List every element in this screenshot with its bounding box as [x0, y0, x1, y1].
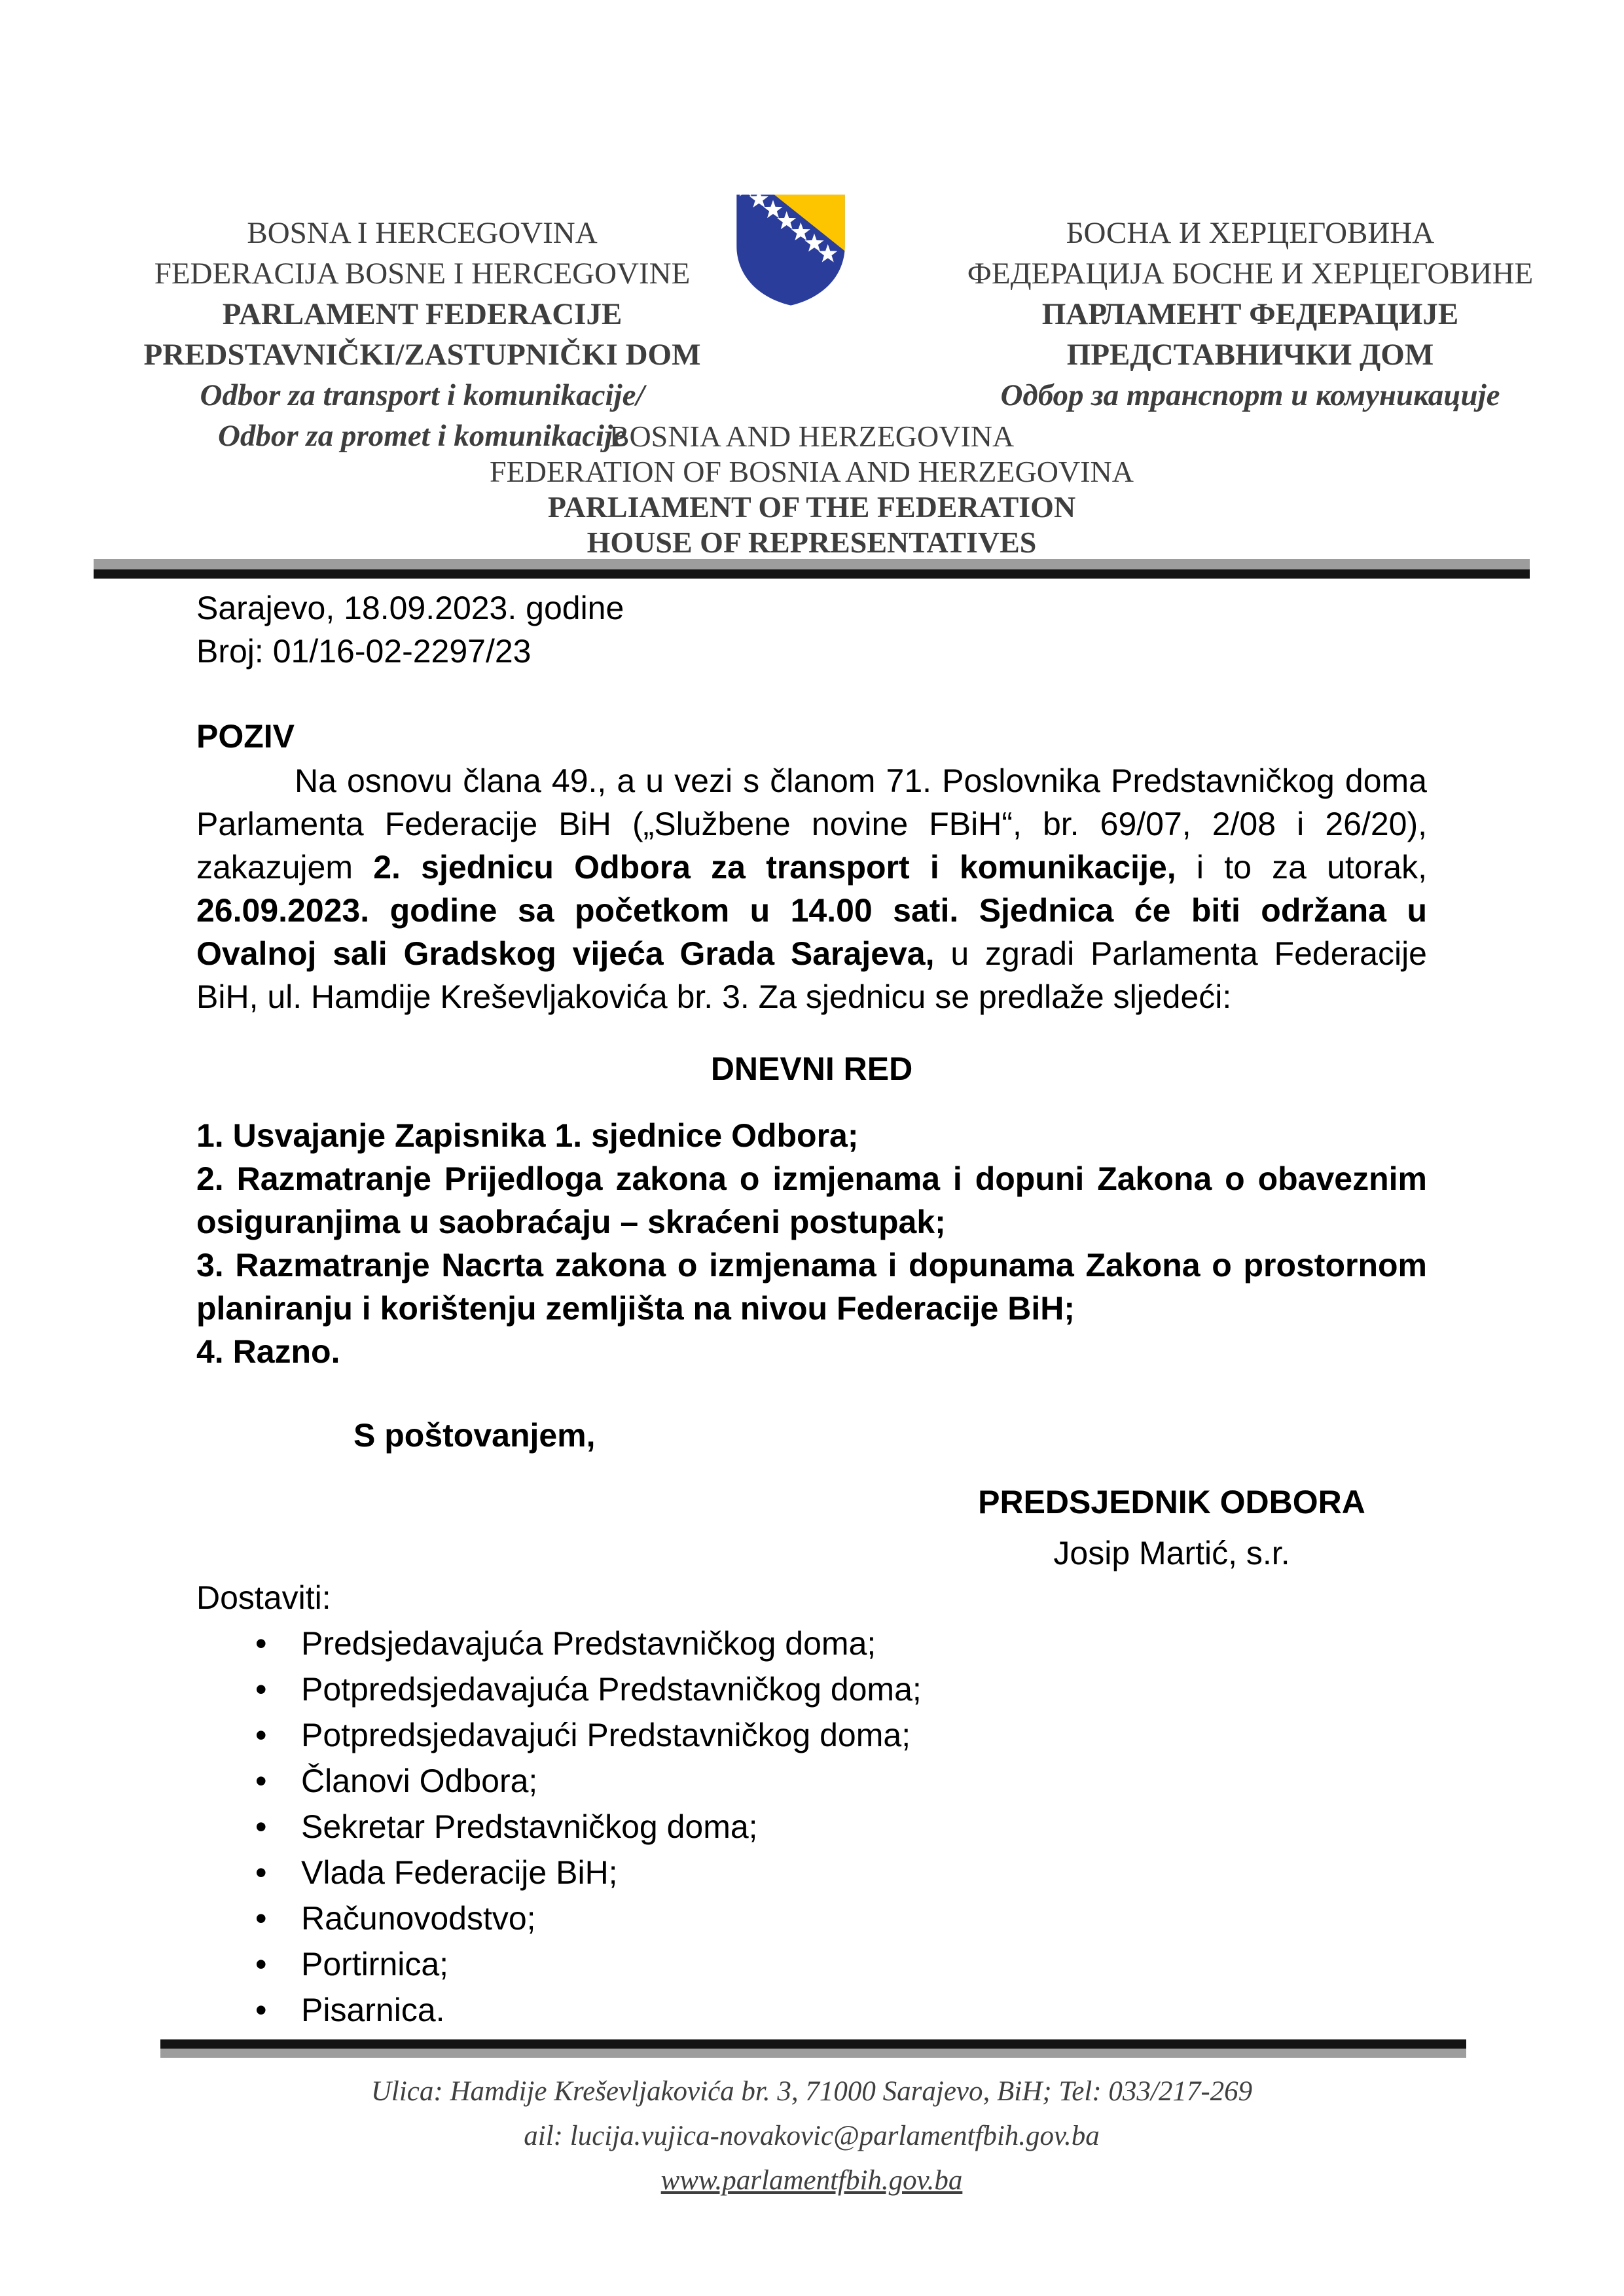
distribution-item-text: Predsjedavajuća Predstavničkog doma; [301, 1625, 876, 1662]
list-item [196, 1759, 1427, 1805]
list-item [196, 1713, 1427, 1759]
header-house-line-en: HOUSE OF REPRESENTATIVES [586, 526, 1037, 559]
signer-title: PREDSJEDNIK ODBORA [978, 1484, 1365, 1520]
agenda-title: DNEVNI RED [710, 1050, 913, 1087]
bullet-icon: • [255, 1808, 267, 1845]
agenda-item-2: 2. Razmatranje Prijedloga zakona o izmjenama i dopuni Zakona o obaveznim osiguranjima u saobraćaju – skraćeni postupak; [196, 1160, 1427, 1240]
header-right-block [916, 213, 1584, 416]
list-item [196, 1622, 1427, 1668]
intro-segment-5: u zgradi Parlamenta Federacije BiH, ul. Hamdije Kreševljakovića br. 3. Za sjednicu se predlaže sljedeći: [196, 935, 1427, 1015]
footer-divider-black-band [160, 2039, 1466, 2049]
list-item [196, 1805, 1427, 1851]
footer-block [190, 2070, 1434, 2203]
intro-segment-3: i to za utorak, [1176, 849, 1427, 886]
header-committee-line-cyr: Одбор за транспорт и комуникације [1000, 378, 1500, 412]
header-parliament-line: PARLAMENT FEDERACIJE [222, 297, 623, 331]
coat-of-arms-icon [732, 188, 850, 312]
list-item [196, 1668, 1427, 1713]
distribution-item-text: Portirnica; [301, 1946, 449, 1982]
bullet-icon: • [255, 1992, 267, 2028]
distribution-item-text: Potpredsjedavajuća Predstavničkog doma; [301, 1671, 922, 1708]
agenda-item-4: 4. Razno. [196, 1333, 340, 1370]
footer-website-line: www.parlamentfbih.gov.ba [660, 2165, 963, 2196]
bullet-icon: • [255, 1946, 267, 1982]
header-divider-gray-band [94, 559, 1530, 569]
document-title: POZIV [196, 718, 295, 755]
list-item [196, 1897, 1427, 1943]
bullet-icon: • [255, 1900, 267, 1937]
bullet-icon: • [255, 1763, 267, 1799]
footer-email-line: ail: lucija.vujica-novakovic@parlamentfbih.gov.ba [524, 2121, 1100, 2151]
footer-divider [160, 2039, 1466, 2058]
header-house-line-cyr: ПРЕДСТАВНИЧКИ ДОМ [1066, 338, 1434, 372]
distribution-list [196, 1622, 1427, 2034]
header-house-line: PREDSTAVNIČKI/ZASTUPNIČKI DOM [143, 338, 701, 372]
footer-divider-gray-band [160, 2049, 1466, 2058]
distribution-item-text: Računovodstvo; [301, 1900, 536, 1937]
header-federation-line: FEDERACIJA BOSNE I HERCEGOVINE [154, 257, 691, 291]
header-federation-line-en: FEDERATION OF BOSNIA AND HERZEGOVINA [490, 455, 1134, 488]
bullet-icon: • [255, 1625, 267, 1662]
bullet-icon: • [255, 1717, 267, 1753]
header-parliament-line-cyr: ПАРЛАМЕНТ ФЕДЕРАЦИЈЕ [1041, 297, 1459, 331]
intro-segment-datetime-bold: 26.09.2023. godine sa početkom u 14.00 sati. Sjednica će biti održana u Ovalnoj sali Gradskog vijeća Grada Sarajeva, [196, 892, 1427, 972]
list-item [196, 1851, 1427, 1897]
list-item [196, 1988, 1427, 2034]
distribution-item-text: Vlada Federacije BiH; [301, 1854, 618, 1891]
agenda-item-3: 3. Razmatranje Nacrta zakona o izmjenama i dopunama Zakona o prostornom planiranju i korištenju zemljišta na nivou Federacije BiH; [196, 1247, 1427, 1327]
header-country-line: BOSNA I HERCEGOVINA [247, 216, 598, 250]
bullet-icon: • [255, 1854, 267, 1891]
distribution-item-text: Sekretar Predstavničkog doma; [301, 1808, 758, 1845]
header-english-block [190, 419, 1434, 560]
signature-block [969, 1480, 1375, 1575]
header-committee-line-2: Odbor za promet i komunikacije [217, 419, 627, 453]
distribution-label: Dostaviti: [196, 1579, 331, 1616]
intro-segment-1: Na osnovu člana 49., a u vezi s članom 71. Poslovnika Predstavničkog doma Parlamenta Federacije BiH („Službene novine FBiH“, br. 69/07, 2/08 i 26/20), zakazujem [196, 762, 1427, 886]
footer-address-line: Ulica: Hamdije Kreševljakovića br. 3, 71000 Sarajevo, BiH; Tel: 033/217-269 [370, 2076, 1253, 2107]
distribution-item-text: Članovi Odbora; [301, 1763, 538, 1799]
distribution-item-text: Pisarnica. [301, 1992, 445, 2028]
header-country-line-cyr: БОСНА И ХЕРЦЕГОВИНА [1066, 216, 1435, 250]
distribution-item-text: Potpredsjedavajući Predstavničkog doma; [301, 1717, 911, 1753]
intro-paragraph [196, 759, 1427, 1018]
salutation: S poštovanjem, [353, 1417, 596, 1454]
agenda-item-1: 1. Usvajanje Zapisnika 1. sjednice Odbora; [196, 1117, 859, 1154]
list-item [196, 1943, 1427, 1988]
header-committee-line-1: Odbor za transport i komunikacije/ [200, 378, 645, 412]
header-parliament-line-en: PARLIAMENT OF THE FEDERATION [547, 490, 1076, 524]
signer-name: Josip Martić, s.r. [1053, 1535, 1290, 1571]
header-divider [94, 559, 1530, 579]
intro-segment-session-bold: 2. sjednicu Odbora za transport i komunikacije, [373, 849, 1176, 886]
bullet-icon: • [255, 1671, 267, 1708]
header-federation-line-cyr: ФЕДЕРАЦИЈА БОСНЕ И ХЕРЦЕГОВИНЕ [967, 257, 1534, 291]
place-date-line: Sarajevo, 18.09.2023. godine [196, 590, 624, 626]
header-divider-black-band [94, 569, 1530, 579]
document-number-line: Broj: 01/16-02-2297/23 [196, 633, 532, 670]
header-country-line-en: BOSNIA AND HERZEGOVINA [609, 420, 1015, 453]
